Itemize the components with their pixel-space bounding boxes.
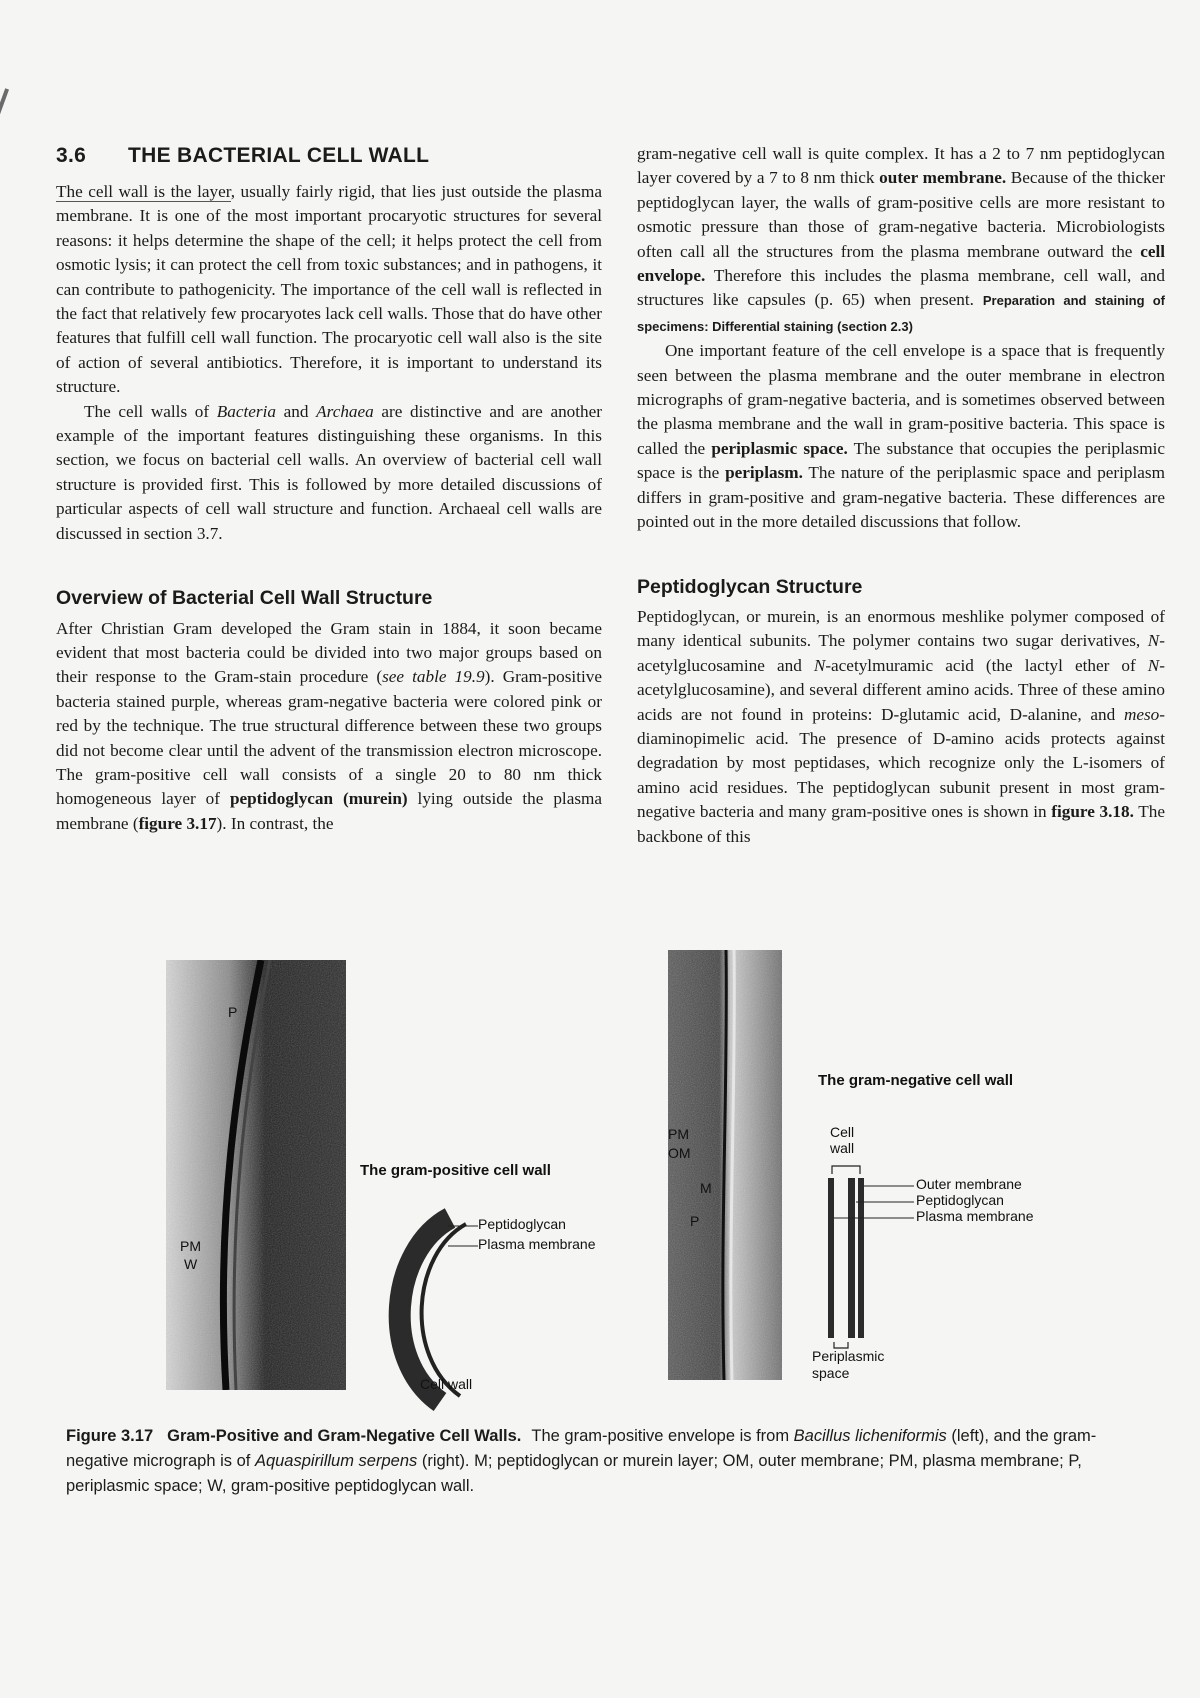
label-peptidoglycan: Peptidoglycan	[478, 1216, 566, 1232]
micrograph-label-pm: PM	[180, 1238, 201, 1254]
label-cell-wall: Cell wall	[420, 1376, 473, 1392]
right-column	[637, 142, 1165, 849]
left-paragraph-1: The cell wall is the layer, usually fairly rigid, that lies just outside the plasma membrane. It is one of the most important procaryotic structures for several reasons: it helps determine the shape of the cell; it helps protect the cell from osmotic lysis; it can protect the cell from toxic substances; and in pathogens, it can contribute to pathogenicity. The importance of the cell wall is reflected in the fact that relatively few procaryotes lack cell walls. Those that do have other features that fulfill cell wall function. The procaryotic cell wall also is the site of action of several antibiotics. Therefore, it is important to understand its structure.	[56, 182, 602, 397]
highlighted-phrase: The cell wall is the layer	[56, 182, 231, 201]
figure-caption: Figure 3.17 Gram-Positive and Gram-Negative Cell Walls. The gram-positive envelope is from Bacillus licheniformis (left), and the gram-negative micrograph is of Aquaspirillum serpens (right). M; peptidoglycan or murein layer; OM, outer membrane; PM, plasma membrane; P, periplasmic space; W, gram-positive peptidoglycan wall.	[66, 1427, 1097, 1495]
overview-heading: Overview of Bacterial Cell Wall Structure	[56, 587, 433, 610]
section-title: THE BACTERIAL CELL WALL	[128, 144, 430, 167]
figure-reference: figure 3.18.	[1051, 802, 1134, 822]
section-number: 3.6	[56, 144, 87, 167]
right-paragraph-3: Peptidoglycan, or murein, is an enormous meshlike polymer composed of many identical subunits. The polymer contains two sugar derivatives, N-acetylglucosamine and N-acetylmuramic acid (the lactyl ether of N-acetylglucosamine), and several different amino acids. Three of these amino acids are not found in proteins: D-glutamic acid, D-alanine, and meso-diaminopimelic acid. The presence of D-amino acids protects against degradation by most peptidases, which recognize only the L-isomers of amino acid residues. The peptidoglycan subunit present in most gram-negative bacteria and many gram-positive ones is shown in figure 3.18. The backbone of this	[637, 606, 1165, 846]
gram-positive-title: The gram-positive cell wall	[360, 1162, 551, 1179]
left-paragraph-3: After Christian Gram developed the Gram stain in 1884, it soon became evident that most bacteria could be divided into two major groups based on their response to the Gram-stain procedure (see table 19.9). Gram-positive bacteria stained purple, whereas gram-negative bacteria were colored pink or red by the technique. The true structural difference between these two groups did not become clear until the advent of the transmission electron microscope. The gram-positive cell wall consists of a single 20 to 80 nm thick homogeneous layer of peptidoglycan (murein) lying outside the plasma membrane (figure 3.17). In contrast, the	[56, 618, 603, 833]
label-peptidoglycan: Peptidoglycan	[916, 1192, 1004, 1208]
figure-reference: figure 3.17	[138, 813, 217, 833]
figure-title: Gram-Positive and Gram-Negative Cell Walls.	[167, 1427, 522, 1445]
left-column	[56, 180, 602, 836]
left-paragraph-2: The cell walls of Bacteria and Archaea are distinctive and are another example of the important features distinguishing these organisms. In this section, we focus on bacterial cell walls. An overview of bacterial cell wall structure is provided first. This is followed by more detailed discussions of particular aspects of cell wall structure and function. Archaeal cell walls are discussed in section 3.7.	[56, 401, 602, 543]
label-periplasmic-space: Periplasmic space	[812, 1348, 885, 1381]
label-plasma-membrane: Plasma membrane	[478, 1236, 596, 1252]
gram-positive-micrograph	[166, 960, 346, 1390]
page-edge-shadow	[0, 88, 9, 118]
figure-number: Figure 3.17	[66, 1427, 154, 1445]
right-paragraph-1: gram-negative cell wall is quite complex. It has a 2 to 7 nm peptidoglycan layer covered by a 7 to 8 nm thick outer membrane. Because of the thicker peptidoglycan layer, the walls of gram-positive cells are more resistant to osmotic pressure than those of gram-negative bacteria. Microbiologists often call all the structures from the plasma membrane outward the cell envelope. Therefore this includes the plasma membrane, cell wall, and structures like capsules (p. 65) when present. Preparation and staining of specimens: Differential staining (section 2.3)	[637, 144, 1166, 334]
label-outer-membrane: Outer membrane	[916, 1176, 1022, 1192]
micrograph-label-p: P	[228, 1004, 238, 1020]
gram-negative-title: The gram-negative cell wall	[818, 1072, 1014, 1089]
micrograph-label-p: P	[690, 1213, 700, 1229]
micrograph-label-m: M	[700, 1180, 712, 1196]
micrograph-label-pm: PM	[668, 1126, 689, 1142]
section-heading	[56, 144, 429, 168]
micrograph-label-w: W	[184, 1256, 198, 1272]
right-paragraph-2: One important feature of the cell envelope is a space that is frequently seen between the plasma membrane and the outer membrane in electron micrographs of gram-negative bacteria, and is sometimes observed between the plasma membrane and the wall in gram-positive bacteria. This space is called the periplasmic space. The substance that occupies the periplasmic space is the periplasm. The nature of the periplasmic space and periplasm differs in gram-positive and gram-negative bacteria. These differences are pointed out in the more detailed discussions that follow.	[637, 341, 1166, 532]
cross-reference: Preparation and staining of specimens: Differential staining (section 2.3)	[637, 293, 1166, 334]
label-cell-wall: Cell wall	[830, 1124, 855, 1156]
peptidoglycan-heading: Peptidoglycan Structure	[637, 575, 863, 598]
micrograph-label-om: OM	[668, 1145, 691, 1161]
label-plasma-membrane: Plasma membrane	[916, 1208, 1034, 1224]
plasma-membrane-bar	[828, 1178, 834, 1338]
gram-positive-leader-lines	[448, 1222, 478, 1252]
peptidoglycan-bar	[848, 1178, 855, 1338]
gram-negative-micrograph	[668, 950, 782, 1380]
table-reference: see table 19.9	[382, 667, 485, 687]
